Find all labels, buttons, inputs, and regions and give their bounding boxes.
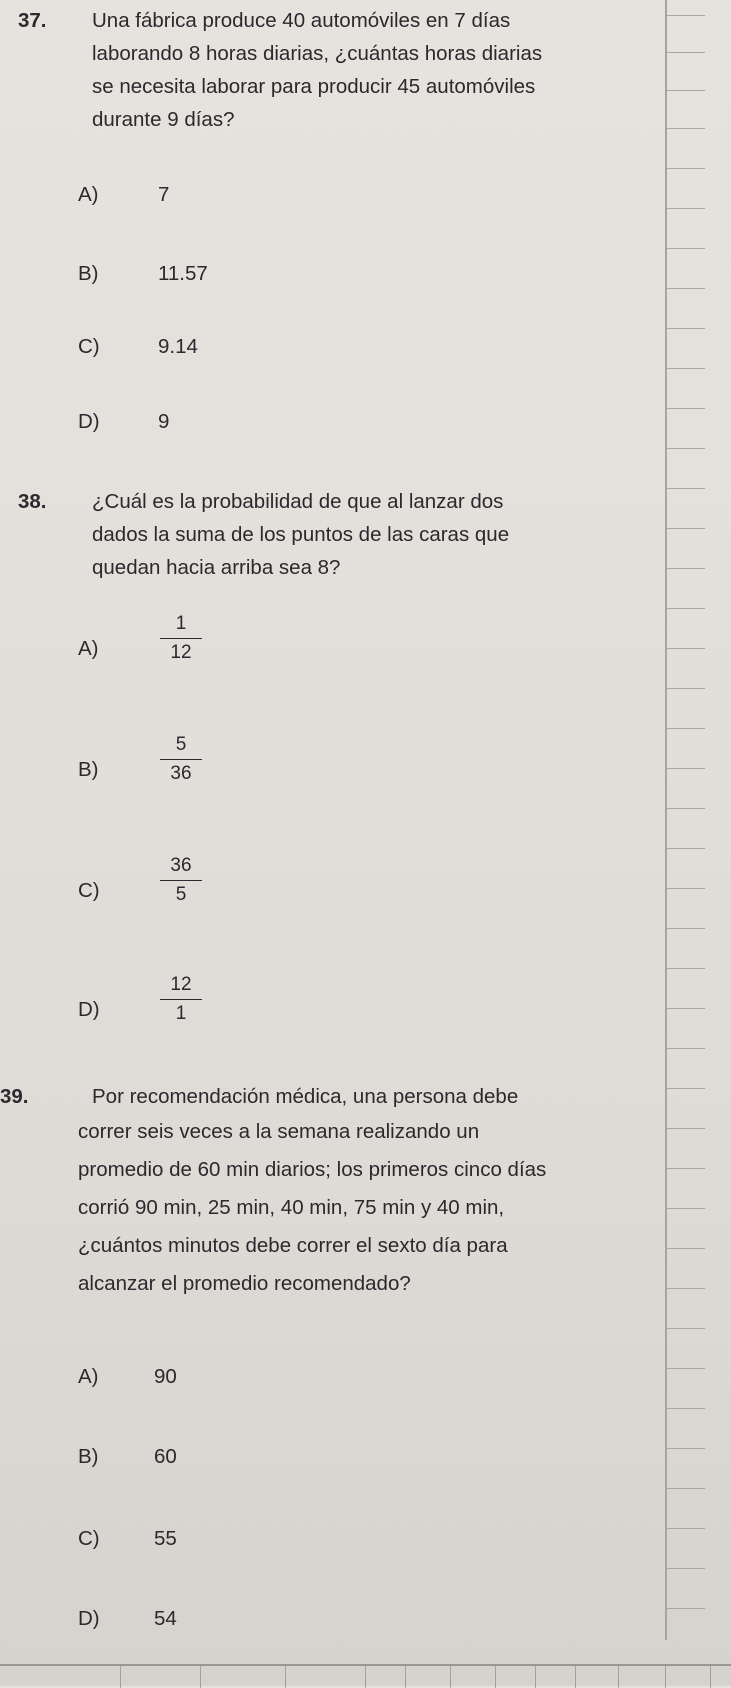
margin-rule (667, 208, 705, 209)
margin-rule (667, 1608, 705, 1609)
fraction-bar (160, 999, 202, 1000)
option-value: 7 (158, 183, 170, 206)
option-letter: C) (78, 879, 100, 902)
question-line: promedio de 60 min diarios; los primeros cinco días (78, 1158, 547, 1181)
option-value: 11.57 (158, 262, 208, 285)
fraction-denominator: 36 (170, 763, 192, 784)
margin-rule (667, 768, 705, 769)
option-letter: B) (78, 1445, 99, 1468)
option-value: 55 (154, 1527, 177, 1550)
margin-rule (667, 408, 705, 409)
margin-rule (667, 808, 705, 809)
margin-rule (667, 688, 705, 689)
margin-rule (667, 1168, 705, 1169)
margin-rule (667, 248, 705, 249)
bottom-ruled-line (0, 1664, 731, 1666)
bottom-rule-tick (365, 1666, 366, 1688)
option-letter: D) (78, 410, 100, 433)
question-line: durante 9 días? (92, 108, 235, 131)
fraction (158, 854, 204, 907)
margin-rule (667, 728, 705, 729)
question-line: quedan hacia arriba sea 8? (92, 556, 341, 579)
margin-rule (667, 1368, 705, 1369)
fraction-bar (160, 759, 202, 760)
question-text (78, 1080, 668, 1303)
option-letter: D) (78, 998, 100, 1021)
ruled-margin-column (665, 0, 707, 1640)
fraction (158, 733, 204, 786)
option-letter: B) (78, 262, 99, 285)
option-letter: A) (78, 637, 99, 660)
bottom-rule-tick (450, 1666, 451, 1688)
bottom-rule-tick (120, 1666, 121, 1688)
margin-rule (667, 848, 705, 849)
fraction-denominator: 1 (175, 1003, 187, 1024)
option-value: 54 (154, 1607, 177, 1630)
margin-rule (667, 1448, 705, 1449)
margin-rule (667, 1088, 705, 1089)
margin-rule (667, 368, 705, 369)
option-letter: A) (78, 183, 99, 206)
question-line: correr seis veces a la semana realizando un (78, 1120, 480, 1143)
question-text (92, 4, 682, 136)
question-line: ¿cuántos minutos debe correr el sexto día para (78, 1234, 508, 1257)
option-value: 60 (154, 1445, 177, 1468)
bottom-rule-tick (575, 1666, 576, 1688)
margin-rule (667, 288, 705, 289)
question-number: 39. (0, 1085, 29, 1108)
question-line: ¿Cuál es la probabilidad de que al lanzar dos (92, 490, 504, 513)
margin-rule (667, 328, 705, 329)
option-letter: D) (78, 1607, 100, 1630)
fraction-numerator: 5 (175, 734, 187, 755)
bottom-rule-tick (405, 1666, 406, 1688)
question-line: laborando 8 horas diarias, ¿cuántas horas diarias (92, 42, 543, 65)
margin-rule (667, 648, 705, 649)
option-value: 9.14 (158, 335, 198, 358)
question-line: corrió 90 min, 25 min, 40 min, 75 min y 40 min, (78, 1196, 505, 1219)
option-value: 9 (158, 410, 170, 433)
margin-rule (667, 1288, 705, 1289)
margin-rule (667, 1048, 705, 1049)
option-letter: A) (78, 1365, 99, 1388)
option-value: 90 (154, 1365, 177, 1388)
fraction-numerator: 1 (175, 613, 187, 634)
fraction (158, 973, 204, 1026)
bottom-rule-tick (495, 1666, 496, 1688)
question-line: se necesita laborar para producir 45 automóviles (92, 75, 536, 98)
margin-rule (667, 1208, 705, 1209)
fraction-bar (160, 638, 202, 639)
option-letter: C) (78, 335, 100, 358)
fraction-numerator: 36 (170, 855, 192, 876)
fraction-numerator: 12 (170, 974, 192, 995)
margin-rule (667, 888, 705, 889)
question-line: alcanzar el promedio recomendado? (78, 1272, 411, 1295)
fraction-denominator: 12 (170, 642, 192, 663)
margin-rule (667, 608, 705, 609)
question-line: Por recomendación médica, una persona debe (92, 1085, 519, 1108)
question-number: 38. (18, 490, 47, 513)
margin-rule (667, 448, 705, 449)
margin-rule (667, 1328, 705, 1329)
option-letter: C) (78, 1527, 100, 1550)
bottom-rule-tick (200, 1666, 201, 1688)
bottom-rule-tick (618, 1666, 619, 1688)
margin-rule (667, 1008, 705, 1009)
question-line: dados la suma de los puntos de las caras que (92, 523, 510, 546)
fraction-denominator: 5 (175, 884, 187, 905)
bottom-rule-tick (665, 1666, 666, 1688)
margin-rule (667, 1248, 705, 1249)
fraction-bar (160, 880, 202, 881)
margin-rule (667, 928, 705, 929)
bottom-rule-tick (285, 1666, 286, 1688)
question-line: Una fábrica produce 40 automóviles en 7 días (92, 9, 511, 32)
question-text (92, 485, 682, 584)
option-letter: B) (78, 758, 99, 781)
margin-rule (667, 968, 705, 969)
margin-rule (667, 168, 705, 169)
bottom-rule-tick (535, 1666, 536, 1688)
bottom-rule-tick (710, 1666, 711, 1688)
margin-rule (667, 1568, 705, 1569)
margin-rule (667, 1408, 705, 1409)
margin-rule (667, 1128, 705, 1129)
margin-rule (667, 1488, 705, 1489)
question-number: 37. (18, 9, 47, 32)
fraction (158, 612, 204, 665)
margin-rule (667, 1528, 705, 1529)
